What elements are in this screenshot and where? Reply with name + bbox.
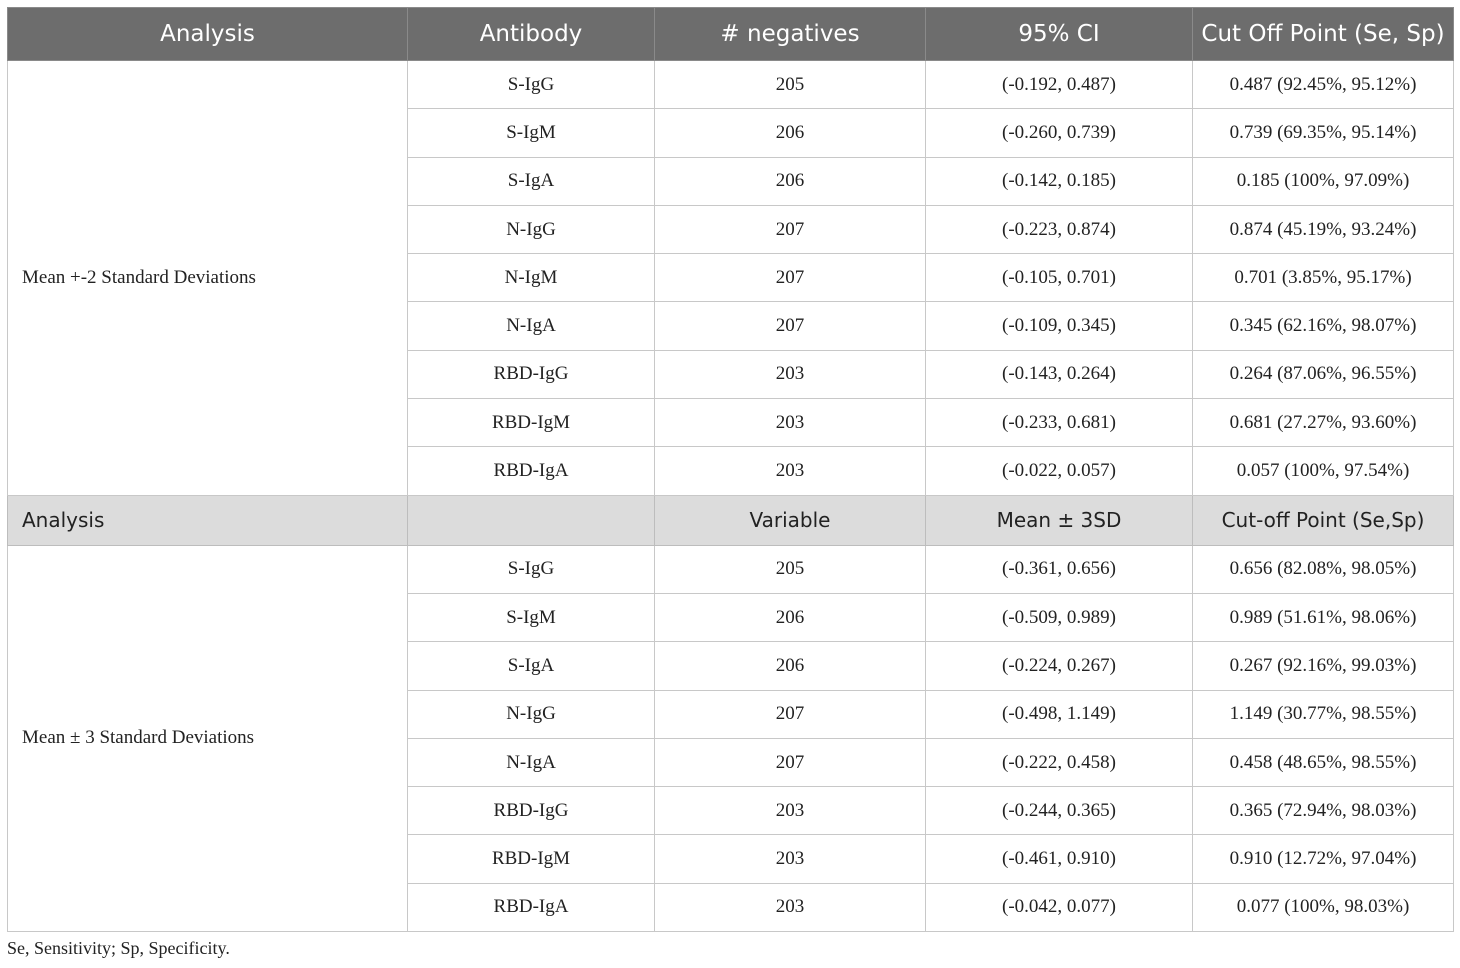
antibody-cell: N-IgA [408, 738, 655, 786]
antibody-cell: S-IgM [408, 593, 655, 641]
ci-cell: (-0.509, 0.989) [926, 593, 1193, 641]
antibody-cell: S-IgG [408, 61, 655, 109]
header-row [8, 8, 1454, 61]
cutoff-cell: 0.458 (48.65%, 98.55%) [1193, 738, 1454, 786]
cutoff-cell: 0.345 (62.16%, 98.07%) [1193, 302, 1454, 350]
ci-cell: (-0.224, 0.267) [926, 642, 1193, 690]
subheader-variable: Variable [655, 495, 926, 545]
cutoff-cell: 0.989 (51.61%, 98.06%) [1193, 593, 1454, 641]
antibody-cell: RBD-IgG [408, 787, 655, 835]
cutoff-cell: 0.185 (100%, 97.09%) [1193, 157, 1454, 205]
negatives-cell: 205 [655, 545, 926, 593]
section2-analysis-cell: Mean ± 3 Standard Deviations [8, 545, 408, 931]
subheader-analysis: Analysis [8, 495, 408, 545]
ci-cell: (-0.142, 0.185) [926, 157, 1193, 205]
cutoff-cell: 0.656 (82.08%, 98.05%) [1193, 545, 1454, 593]
subheader-row [8, 495, 1454, 545]
negatives-cell: 203 [655, 399, 926, 447]
ci-cell: (-0.042, 0.077) [926, 883, 1193, 931]
cutoff-cell: 0.910 (12.72%, 97.04%) [1193, 835, 1454, 883]
ci-cell: (-0.498, 1.149) [926, 690, 1193, 738]
ci-cell: (-0.109, 0.345) [926, 302, 1193, 350]
cutoff-cell: 0.267 (92.16%, 99.03%) [1193, 642, 1454, 690]
table-row [8, 61, 1454, 109]
table-body [8, 61, 1454, 932]
ci-cell: (-0.105, 0.701) [926, 254, 1193, 302]
ci-cell: (-0.192, 0.487) [926, 61, 1193, 109]
cutoff-cell: 0.264 (87.06%, 96.55%) [1193, 350, 1454, 398]
negatives-cell: 203 [655, 350, 926, 398]
negatives-cell: 207 [655, 302, 926, 350]
ci-cell: (-0.233, 0.681) [926, 399, 1193, 447]
cutoff-cell: 0.487 (92.45%, 95.12%) [1193, 61, 1454, 109]
antibody-cell: RBD-IgM [408, 399, 655, 447]
table-footnote: Se, Sensitivity; Sp, Specificity. [7, 938, 230, 958]
cutoff-cell: 0.077 (100%, 98.03%) [1193, 883, 1454, 931]
header-ci: 95% CI [926, 8, 1193, 61]
section1-analysis-cell: Mean +-2 Standard Deviations [8, 61, 408, 496]
negatives-cell: 203 [655, 447, 926, 495]
header-analysis: Analysis [8, 8, 408, 61]
table-row [8, 545, 1454, 593]
antibody-cell: N-IgM [408, 254, 655, 302]
header-antibody: Antibody [408, 8, 655, 61]
cutoff-cell: 0.057 (100%, 97.54%) [1193, 447, 1454, 495]
negatives-cell: 206 [655, 157, 926, 205]
negatives-cell: 203 [655, 787, 926, 835]
antibody-cell: S-IgG [408, 545, 655, 593]
results-table-container [7, 7, 1453, 932]
negatives-cell: 206 [655, 593, 926, 641]
negatives-cell: 203 [655, 883, 926, 931]
antibody-cell: N-IgG [408, 690, 655, 738]
antibody-cell: S-IgA [408, 642, 655, 690]
negatives-cell: 207 [655, 254, 926, 302]
cutoff-cell: 0.739 (69.35%, 95.14%) [1193, 109, 1454, 157]
results-table [7, 7, 1454, 932]
cutoff-cell: 1.149 (30.77%, 98.55%) [1193, 690, 1454, 738]
antibody-cell: N-IgA [408, 302, 655, 350]
ci-cell: (-0.244, 0.365) [926, 787, 1193, 835]
ci-cell: (-0.260, 0.739) [926, 109, 1193, 157]
antibody-cell: RBD-IgA [408, 883, 655, 931]
ci-cell: (-0.223, 0.874) [926, 205, 1193, 253]
cutoff-cell: 0.681 (27.27%, 93.60%) [1193, 399, 1454, 447]
header-negatives: # negatives [655, 8, 926, 61]
antibody-cell: S-IgM [408, 109, 655, 157]
subheader-cutoff: Cut-off Point (Se,Sp) [1193, 495, 1454, 545]
negatives-cell: 205 [655, 61, 926, 109]
antibody-cell: RBD-IgM [408, 835, 655, 883]
negatives-cell: 207 [655, 738, 926, 786]
cutoff-cell: 0.365 (72.94%, 98.03%) [1193, 787, 1454, 835]
ci-cell: (-0.143, 0.264) [926, 350, 1193, 398]
subheader-mean: Mean ± 3SD [926, 495, 1193, 545]
subheader-blank [408, 495, 655, 545]
ci-cell: (-0.022, 0.057) [926, 447, 1193, 495]
negatives-cell: 207 [655, 690, 926, 738]
antibody-cell: S-IgA [408, 157, 655, 205]
ci-cell: (-0.361, 0.656) [926, 545, 1193, 593]
cutoff-cell: 0.874 (45.19%, 93.24%) [1193, 205, 1454, 253]
table-header [8, 8, 1454, 61]
ci-cell: (-0.222, 0.458) [926, 738, 1193, 786]
cutoff-cell: 0.701 (3.85%, 95.17%) [1193, 254, 1454, 302]
header-cutoff: Cut Off Point (Se, Sp) [1193, 8, 1454, 61]
negatives-cell: 206 [655, 642, 926, 690]
negatives-cell: 207 [655, 205, 926, 253]
negatives-cell: 206 [655, 109, 926, 157]
antibody-cell: RBD-IgA [408, 447, 655, 495]
ci-cell: (-0.461, 0.910) [926, 835, 1193, 883]
antibody-cell: N-IgG [408, 205, 655, 253]
antibody-cell: RBD-IgG [408, 350, 655, 398]
negatives-cell: 203 [655, 835, 926, 883]
